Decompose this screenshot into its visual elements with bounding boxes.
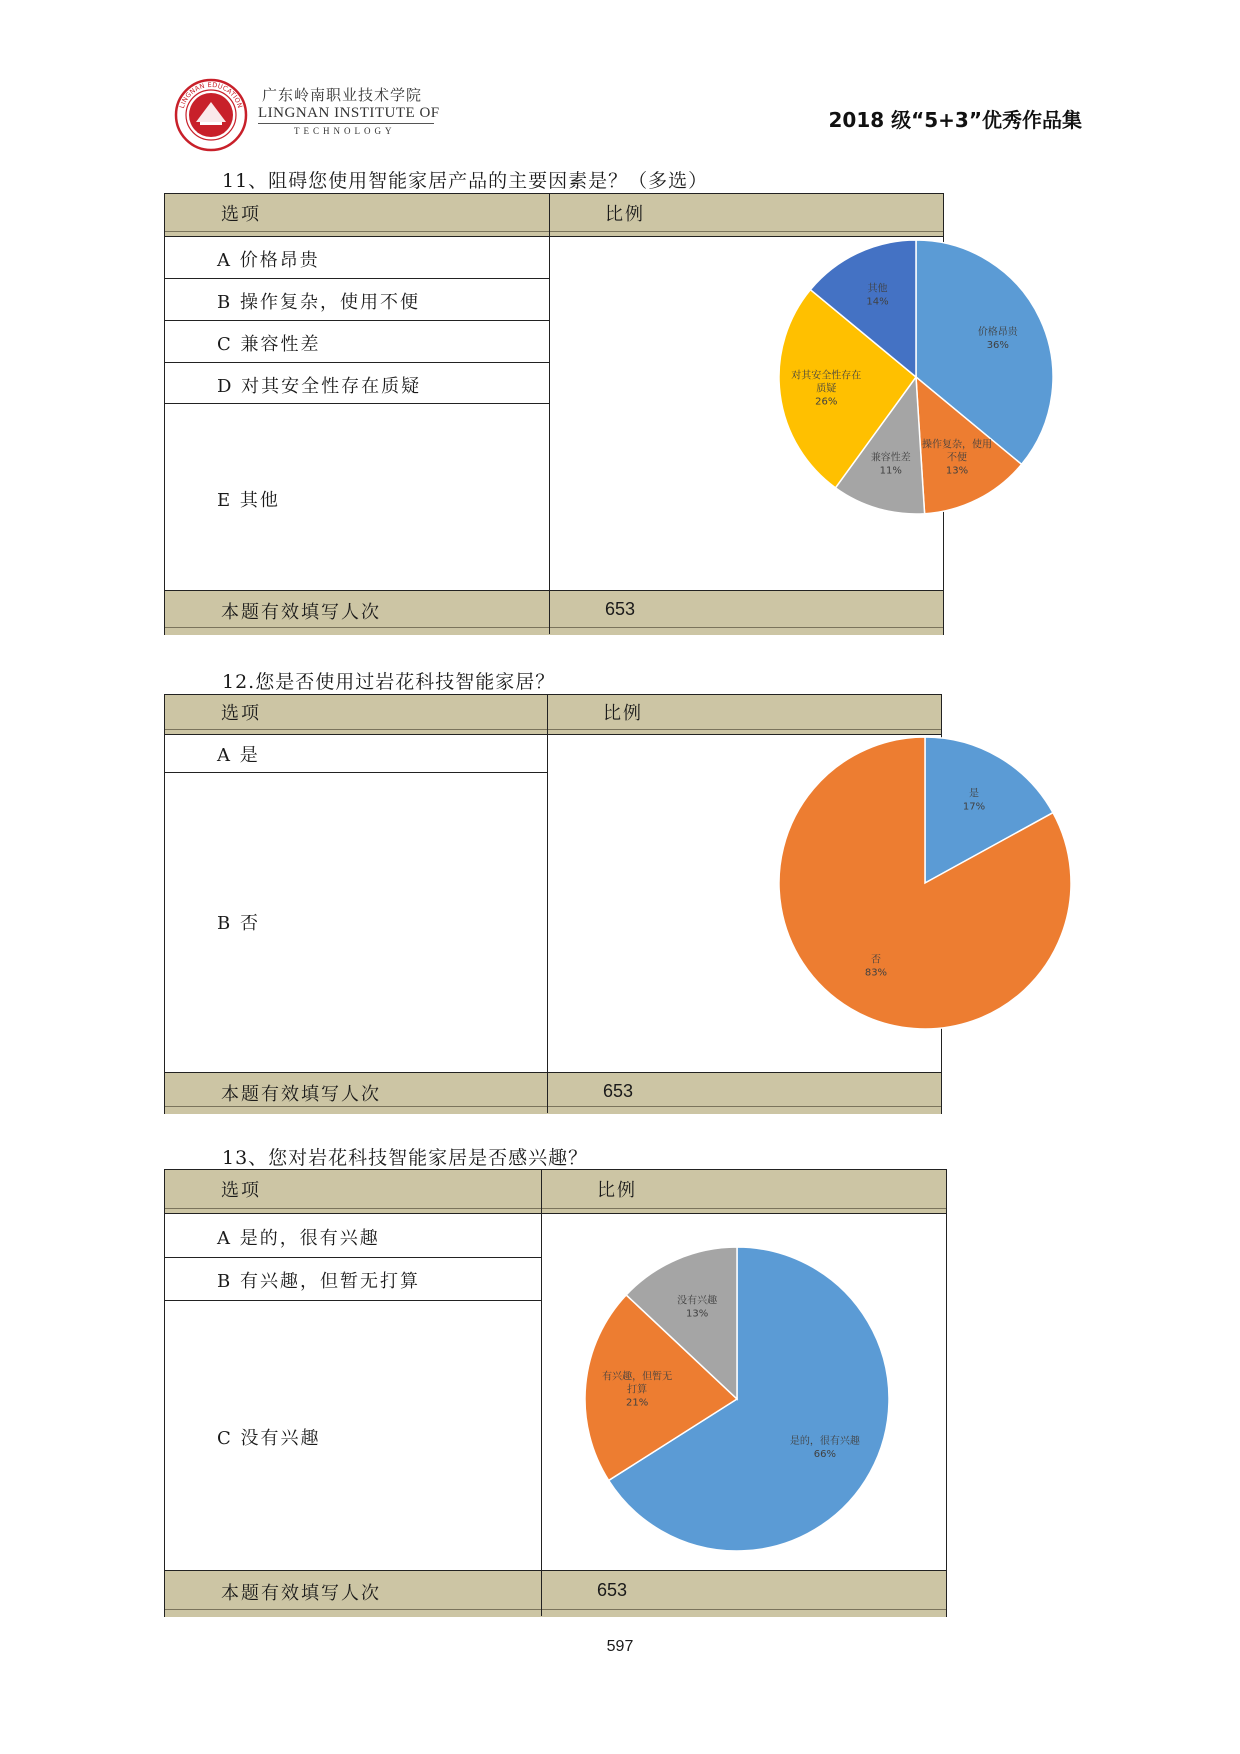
pie-label-价格昂贵: 价格昂贵 36% [977, 327, 1018, 352]
pie-label-没有兴趣: 没有兴趣 13% [677, 1295, 718, 1320]
option-a: A 是 [217, 745, 260, 766]
response-count: 653 [605, 599, 636, 619]
option-c: C 没有兴趣 [217, 1428, 321, 1449]
option-b: B 否 [217, 913, 260, 934]
option-e: E 其他 [217, 490, 280, 511]
question-12-table [164, 694, 986, 1114]
option-d: D 对其安全性存在质疑 [217, 376, 422, 397]
option-b: B 有兴趣，但暂无打算 [217, 1271, 420, 1292]
school-name-en: LINGNAN INSTITUTE OF [258, 105, 440, 121]
pie-label-对其安全性存在质疑: 对其安全性存在质疑 26% [791, 370, 862, 408]
school-name-divider [258, 123, 434, 124]
option-b: B 操作复杂，使用不便 [217, 292, 420, 313]
option-c: C 兼容性差 [217, 334, 321, 355]
question-13-table [164, 1169, 947, 1617]
col-ratio-header: 比例 [605, 204, 645, 225]
table-header-row [165, 1170, 946, 1213]
option-a: A 是的，很有兴趣 [217, 1228, 380, 1249]
page-number: 597 [606, 1638, 634, 1655]
pie-chart-q12 [553, 737, 986, 1069]
col-option-header: 选项 [221, 204, 261, 225]
pie-label-是: 是 17% [962, 788, 986, 813]
pie-chart-q13 [545, 1216, 945, 1566]
pie-label-有兴趣-但暂无打算: 有兴趣，但暂无打算 21% [602, 1371, 673, 1409]
pie-label-其他: 其他 14% [866, 283, 889, 308]
question-11-title: 11、阻碍您使用智能家居产品的主要因素是？（多选） [222, 170, 709, 192]
option-a: A 价格昂贵 [217, 250, 320, 271]
question-13-title: 13、您对岩花科技智能家居是否感兴趣？ [222, 1147, 589, 1169]
question-11-table [164, 193, 1018, 635]
table-header-row [165, 194, 943, 236]
response-count: 653 [603, 1081, 634, 1101]
response-count: 653 [597, 1580, 628, 1600]
col-option-header: 选项 [221, 703, 261, 724]
col-ratio-header: 比例 [597, 1180, 637, 1201]
collection-title: 2018 级“5+3”优秀作品集 [828, 108, 1082, 132]
svg-text:EST.1993: EST.1993 [195, 126, 227, 139]
school-name-en-sub: TECHNOLOGY [294, 126, 396, 136]
col-ratio-header: 比例 [603, 703, 643, 724]
count-label: 本题有效填写人次 [221, 1084, 381, 1105]
pie-chart-q11 [555, 240, 1018, 588]
pie-label-否: 否 83% [864, 954, 888, 979]
count-label: 本题有效填写人次 [221, 602, 381, 623]
school-logo [174, 78, 248, 152]
page-header [0, 0, 1240, 150]
svg-text:LINGNAN EDUCATION: LINGNAN EDUCATION [177, 80, 245, 110]
pie-label-操作复杂-使用不便: 操作复杂，使用不便 13% [922, 439, 993, 477]
pie-label-兼容性差: 兼容性差 11% [870, 452, 911, 477]
count-label: 本题有效填写人次 [221, 1583, 381, 1604]
pie-label-是的-很有兴趣: 是的，很有兴趣 66% [789, 1435, 860, 1460]
question-12-title: 12.您是否使用过岩花科技智能家居？ [222, 671, 556, 693]
school-name-cn: 广东岭南职业技术学院 [262, 86, 423, 104]
col-option-header: 选项 [221, 1180, 261, 1201]
